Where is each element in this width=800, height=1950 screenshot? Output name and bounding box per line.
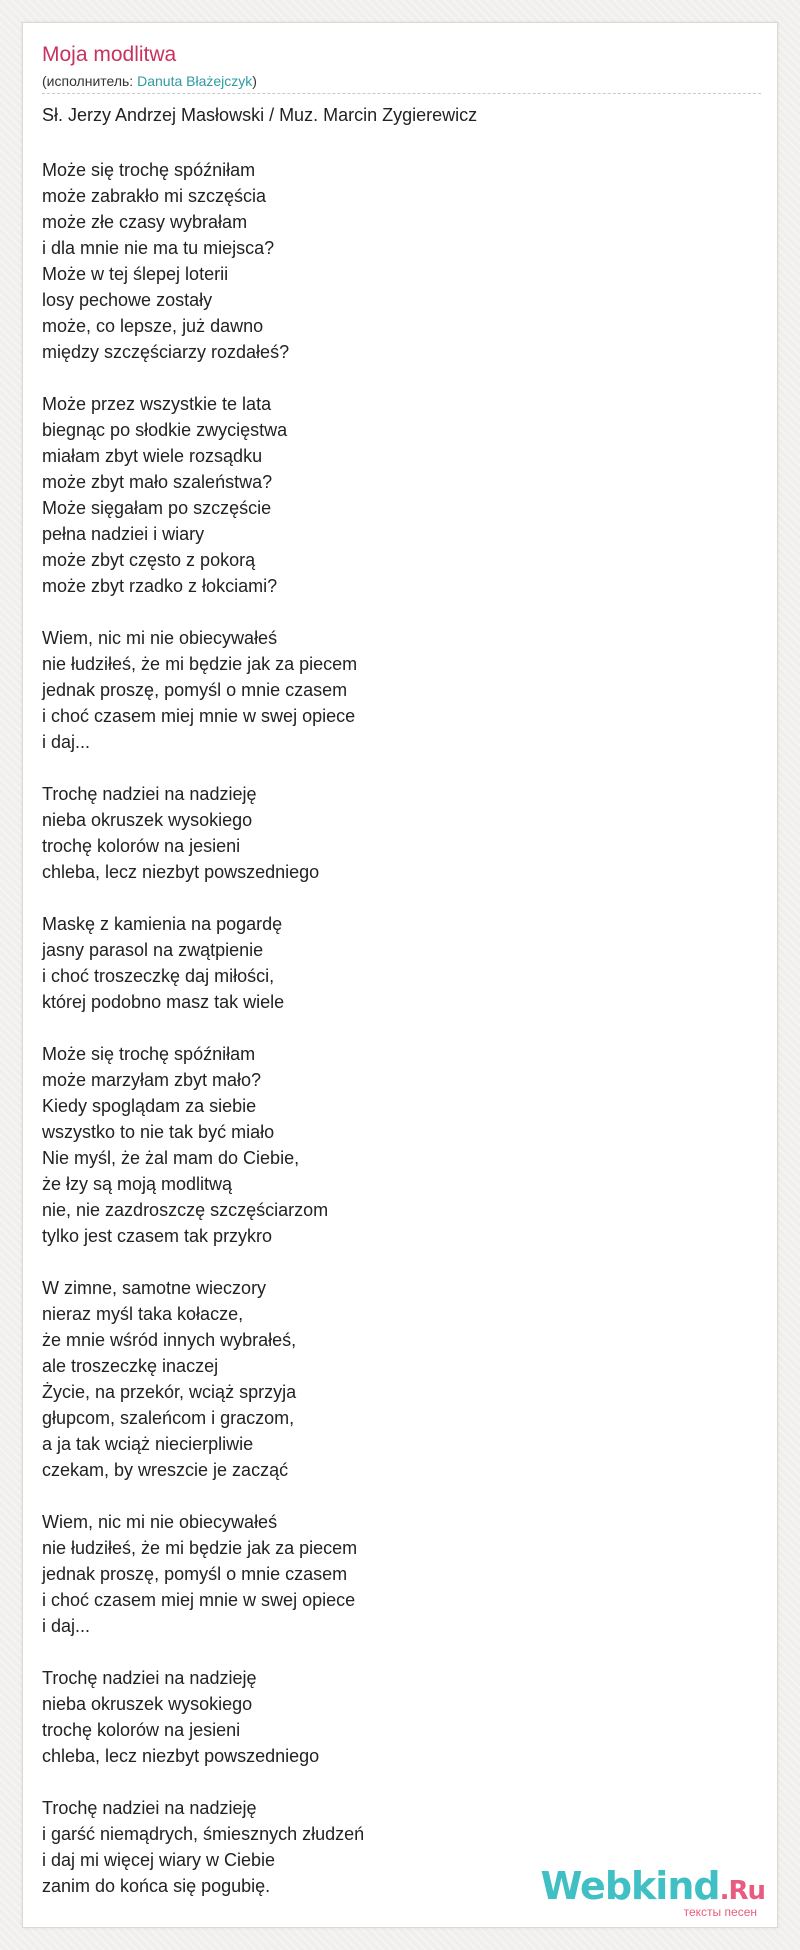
lyric-line: i choć czasem miej mnie w swej opiece — [42, 1590, 356, 1610]
lyric-line: Może w tej ślepej loterii — [42, 264, 229, 284]
lyric-line: wszystko to nie tak być miało — [42, 1122, 275, 1142]
lyric-line: Trochę nadziei na nadzieję — [42, 1798, 257, 1818]
lyric-line: trochę kolorów na jesieni — [42, 836, 241, 856]
lyric-line: czekam, by wreszcie je zacząć — [42, 1460, 289, 1480]
lyric-line: pełna nadziei i wiary — [42, 524, 205, 544]
lyric-line: i garść niemądrych, śmiesznych złudzeń — [42, 1824, 365, 1844]
lyrics-body — [42, 157, 364, 1925]
lyric-line: Może sięgałam po szczęście — [42, 498, 272, 518]
stanza — [42, 781, 364, 885]
lyric-line: Może przez wszystkie te lata — [42, 394, 272, 414]
lyric-line: Życie, na przekór, wciąż sprzyja — [42, 1382, 297, 1402]
site-logo[interactable] — [540, 1866, 765, 1919]
lyric-line: że łzy są moją modlitwą — [42, 1174, 233, 1194]
lyric-line: Wiem, nic mi nie obiecywałeś — [42, 628, 278, 648]
lyric-line: zanim do końca się pogubię. — [42, 1876, 271, 1896]
lyric-line: i choć troszeczkę daj miłości, — [42, 966, 275, 986]
lyric-line: nieba okruszek wysokiego — [42, 810, 253, 830]
stanza — [42, 1041, 364, 1249]
lyric-line: Wiem, nic mi nie obiecywałeś — [42, 1512, 278, 1532]
lyric-line: ale troszeczkę inaczej — [42, 1356, 219, 1376]
lyric-line: chleba, lecz niezbyt powszedniego — [42, 862, 320, 882]
lyric-line: trochę kolorów na jesieni — [42, 1720, 241, 1740]
lyric-line: chleba, lecz niezbyt powszedniego — [42, 1746, 320, 1766]
lyric-line: której podobno masz tak wiele — [42, 992, 285, 1012]
lyric-line: Trochę nadziei na nadzieję — [42, 1668, 257, 1688]
stanza — [42, 1795, 364, 1899]
logo-wordmark: Webkind — [540, 1864, 720, 1908]
song-title: Moja modlitwa — [42, 43, 177, 66]
lyric-line: nie, nie zazdroszczę szczęściarzom — [42, 1200, 329, 1220]
stanza — [42, 1665, 364, 1769]
stanza — [42, 625, 364, 755]
lyric-line: biegnąc po słodkie zwycięstwa — [42, 420, 288, 440]
lyric-line: między szczęściarzy rozdałeś? — [42, 342, 290, 362]
lyric-line: jednak proszę, pomyśl o mnie czasem — [42, 680, 348, 700]
lyric-line: jasny parasol na zwątpienie — [42, 940, 264, 960]
lyric-line: nie łudziłeś, że mi będzie jak za piecem — [42, 1538, 358, 1558]
artist-link[interactable]: Danuta Błażejczyk — [137, 73, 253, 89]
performer-line — [42, 73, 257, 89]
lyric-line: Może się trochę spóźniłam — [42, 160, 256, 180]
lyric-line: i daj... — [42, 1616, 91, 1636]
lyric-line: Może się trochę spóźniłam — [42, 1044, 256, 1064]
performer-suffix: ) — [252, 73, 257, 89]
lyric-line: W zimne, samotne wieczory — [42, 1278, 267, 1298]
stanza — [42, 1275, 364, 1483]
song-credits: Sł. Jerzy Andrzej Masłowski / Muz. Marcin Zygierewicz — [42, 105, 478, 125]
stanza — [42, 157, 364, 365]
lyric-line: losy pechowe zostały — [42, 290, 213, 310]
lyric-line: Maskę z kamienia na pogardę — [42, 914, 283, 934]
stanza — [42, 911, 364, 1015]
dashed-divider — [42, 93, 761, 94]
lyric-line: i dla mnie nie ma tu miejsca? — [42, 238, 275, 258]
lyric-line: może zbyt często z pokorą — [42, 550, 256, 570]
lyric-line: może marzyłam zbyt mało? — [42, 1070, 262, 1090]
performer-prefix: (исполнитель: — [42, 73, 138, 89]
lyric-line: może zbyt mało szaleństwa? — [42, 472, 273, 492]
lyrics-card — [22, 22, 778, 1928]
logo-suffix: .Ru — [719, 1876, 765, 1906]
lyric-line: że mnie wśród innych wybrałeś, — [42, 1330, 297, 1350]
stanza — [42, 391, 364, 599]
lyric-line: nieba okruszek wysokiego — [42, 1694, 253, 1714]
lyric-line: Kiedy spoglądam za siebie — [42, 1096, 257, 1116]
lyric-line: Nie myśl, że żal mam do Ciebie, — [42, 1148, 300, 1168]
lyric-line: nie łudziłeś, że mi będzie jak za piecem — [42, 654, 358, 674]
lyric-line: może, co lepsze, już dawno — [42, 316, 264, 336]
stanza — [42, 1509, 364, 1639]
lyric-line: miałam zbyt wiele rozsądku — [42, 446, 263, 466]
lyric-line: nieraz myśl taka kołacze, — [42, 1304, 244, 1324]
logo-tagline: тексты песен — [683, 1905, 757, 1919]
lyric-line: może zbyt rzadko z łokciami? — [42, 576, 278, 596]
lyric-line: głupcom, szaleńcom i graczom, — [42, 1408, 295, 1428]
lyric-line: tylko jest czasem tak przykro — [42, 1226, 273, 1246]
lyric-line: może złe czasy wybrałam — [42, 212, 248, 232]
lyric-line: i choć czasem miej mnie w swej opiece — [42, 706, 356, 726]
lyric-line: Trochę nadziei na nadzieję — [42, 784, 257, 804]
lyric-line: i daj... — [42, 732, 91, 752]
lyric-line: jednak proszę, pomyśl o mnie czasem — [42, 1564, 348, 1584]
lyric-line: może zabrakło mi szczęścia — [42, 186, 267, 206]
lyric-line: i daj mi więcej wiary w Ciebie — [42, 1850, 276, 1870]
lyric-line: a ja tak wciąż niecierpliwie — [42, 1434, 254, 1454]
